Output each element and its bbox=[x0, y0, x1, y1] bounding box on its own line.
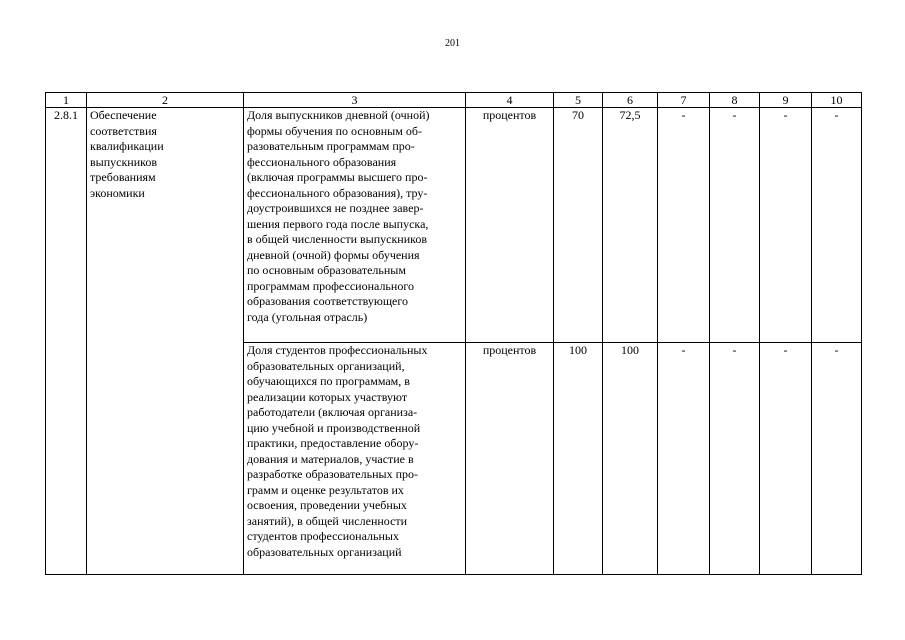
indicator-description: Доля студентов профессиональных образовательных организаций, обучающихся по программам, в реализации которых участвуют работодатели (включая организа- цию учебной и производственной практики, предоставление обору- дования и материалов, участие в разработке образовательных про- грамм и оценке результатов их освоения, проведении учебных занятий), в общей численности студентов профессиональных образовательных организаций bbox=[244, 343, 466, 575]
value-col-10: - bbox=[812, 343, 862, 575]
indicator-unit: процентов bbox=[466, 343, 554, 575]
row-code: 2.8.1 bbox=[46, 108, 87, 575]
value-col-7: - bbox=[658, 343, 710, 575]
value-col-7: - bbox=[658, 108, 710, 343]
table-row bbox=[46, 108, 862, 343]
header-cell-9: 9 bbox=[760, 93, 812, 108]
header-cell-2: 2 bbox=[87, 93, 244, 108]
indicator-unit: процентов bbox=[466, 108, 554, 343]
page-number: 201 bbox=[445, 38, 460, 49]
header-cell-7: 7 bbox=[658, 93, 710, 108]
value-col-9: - bbox=[760, 108, 812, 343]
header-cell-6: 6 bbox=[603, 93, 658, 108]
header-cell-5: 5 bbox=[554, 93, 603, 108]
value-col-8: - bbox=[710, 108, 760, 343]
header-cell-8: 8 bbox=[710, 93, 760, 108]
value-col-5: 70 bbox=[554, 108, 603, 343]
value-col-9: - bbox=[760, 343, 812, 575]
indicator-table bbox=[45, 92, 862, 575]
table-header-row bbox=[46, 93, 862, 108]
header-cell-3: 3 bbox=[244, 93, 466, 108]
value-col-5: 100 bbox=[554, 343, 603, 575]
indicator-description: Доля выпускников дневной (очной) формы обучения по основным об- разовательным программам про- фессионального образования (включая программы высшего про- фессионального образования), тру- доустроившихся не позднее завер- шения первого года после выпуска, в общей численности выпускников дневной (очной) формы обучения по основным образовательным программам профессионального образования соответствующего года (угольная отрасль) bbox=[244, 108, 466, 343]
value-col-8: - bbox=[710, 343, 760, 575]
value-col-6: 72,5 bbox=[603, 108, 658, 343]
header-cell-4: 4 bbox=[466, 93, 554, 108]
header-cell-10: 10 bbox=[812, 93, 862, 108]
row-goal-name: Обеспечение соответствия квалификации выпускников требованиям экономики bbox=[87, 108, 244, 575]
header-cell-1: 1 bbox=[46, 93, 87, 108]
value-col-6: 100 bbox=[603, 343, 658, 575]
value-col-10: - bbox=[812, 108, 862, 343]
